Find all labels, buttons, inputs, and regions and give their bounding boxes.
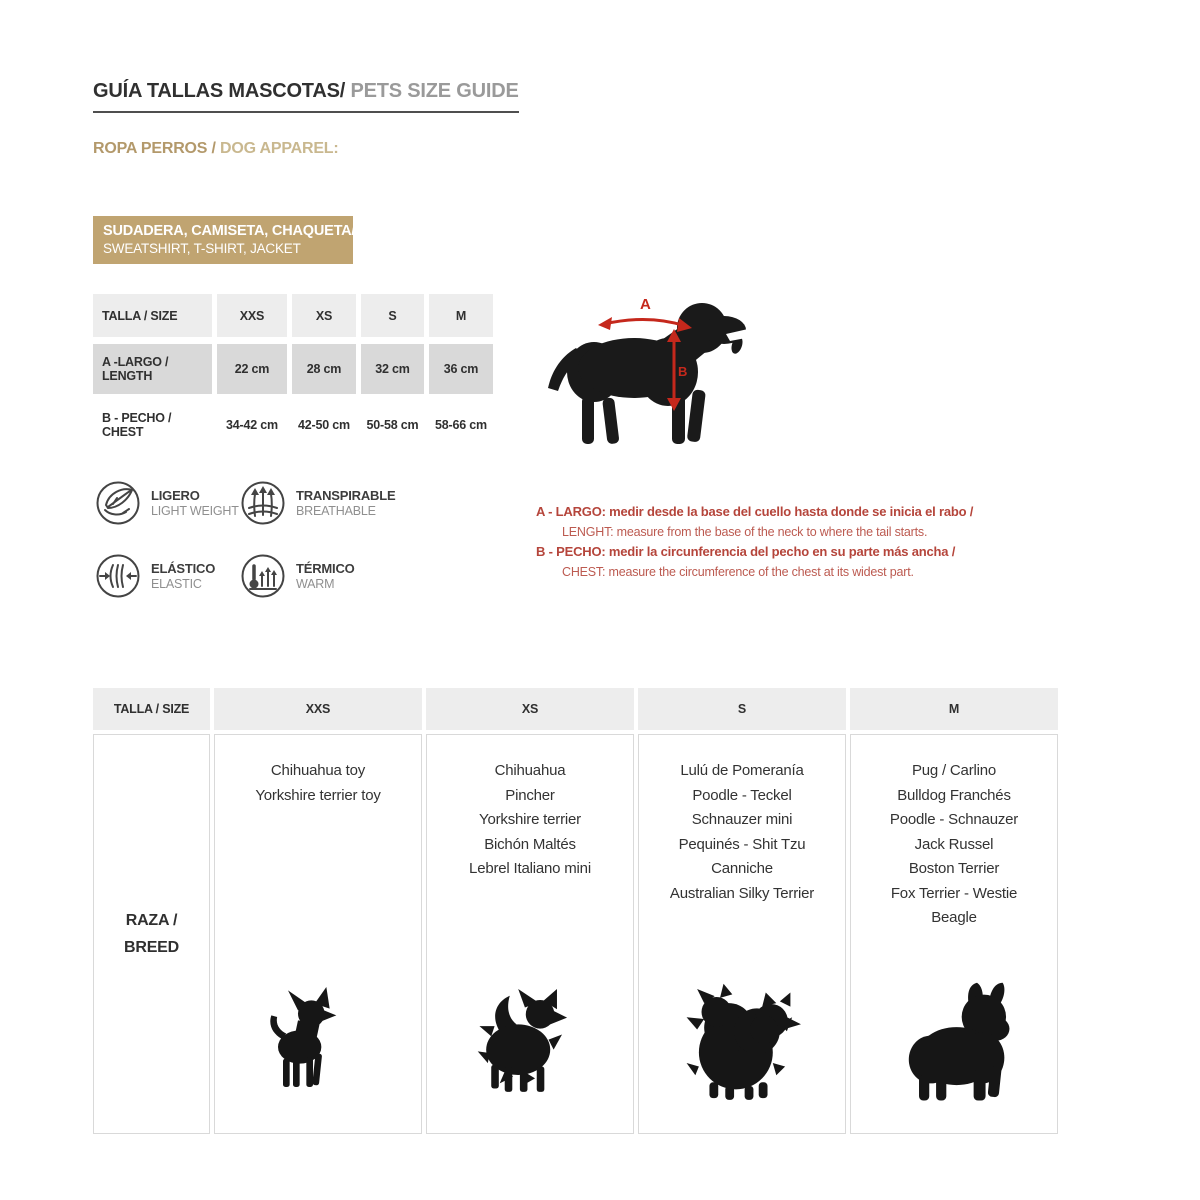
size-table-value: 32 cm <box>361 344 424 394</box>
labrador-silhouette <box>540 284 770 454</box>
feature-name-en: LIGHT WEIGHT <box>151 504 239 518</box>
breed-name: Australian Silky Terrier <box>669 884 815 902</box>
breed-name: Chihuahua <box>494 762 566 779</box>
size-table-value: 22 cm <box>217 344 287 394</box>
breed-name: Lulú de Pomeranía <box>680 762 804 779</box>
size-table-value: 34-42 cm <box>217 401 287 449</box>
breed-table-body <box>93 734 1058 1134</box>
page-title-en: PETS SIZE GUIDE <box>345 80 519 102</box>
breed-header-cell: M <box>850 688 1058 730</box>
thermometer-icon <box>240 553 286 599</box>
long-haired-chihuahua-silhouette <box>471 989 589 1099</box>
subtitle-en: DOG APPAREL: <box>220 140 339 157</box>
arrow-label-b: B <box>678 364 688 379</box>
breed-name: Pincher <box>505 786 555 804</box>
feature-name-es: TRANSPIRABLE <box>296 488 396 503</box>
feather-hand-icon <box>95 480 141 526</box>
breed-cell-m <box>850 734 1058 1134</box>
measuring-notes <box>536 502 1081 582</box>
size-table-header-cell: XXS <box>217 294 287 337</box>
size-table-row-label: B - PECHO / CHEST <box>93 401 212 449</box>
elastic-icon <box>95 553 141 599</box>
breed-row-label-l2: BREED <box>123 939 179 956</box>
breed-row-label-l1: RAZA / <box>125 912 178 929</box>
feature-name-en: WARM <box>296 577 335 591</box>
breed-header-cell: XXS <box>214 688 422 730</box>
feature-thermal <box>240 553 355 599</box>
size-table-value: 50-58 cm <box>361 401 424 449</box>
breed-name: Boston Terrier <box>908 860 1000 877</box>
dog-measurement-illustration <box>540 284 770 456</box>
feature-lightweight <box>95 480 239 526</box>
category-line-es: SUDADERA, CAMISETA, CHAQUETA/ <box>103 223 356 239</box>
pomeranian-silhouette <box>676 982 808 1105</box>
feature-name-es: LIGERO <box>151 488 200 503</box>
category-line-en: SWEATSHIRT, T-SHIRT, JACKET <box>103 241 301 256</box>
breed-name: Bulldog Franchés <box>897 786 1011 804</box>
feature-name-en: ELASTIC <box>151 577 202 591</box>
breed-name: Beagle <box>931 909 977 926</box>
feature-name-en: BREATHABLE <box>296 504 376 518</box>
breed-name: Pug / Carlino <box>911 762 997 779</box>
size-table-value: 42-50 cm <box>292 401 356 449</box>
breed-table-header <box>93 688 1058 730</box>
size-table-value: 36 cm <box>429 344 493 394</box>
breathable-icon <box>240 480 286 526</box>
size-table-value: 28 cm <box>292 344 356 394</box>
french-bulldog-silhouette <box>890 981 1018 1105</box>
page-title-es: GUÍA TALLAS MASCOTAS/ <box>93 80 346 102</box>
breed-name: Yorkshire terrier toy <box>255 786 381 804</box>
breed-name: Poodle - Schnauzer <box>889 811 1019 828</box>
section-subtitle <box>93 140 339 158</box>
size-table-header-cell: TALLA / SIZE <box>93 294 212 337</box>
breed-name: Chihuahua toy <box>270 762 366 779</box>
breed-name: Schnauzer mini <box>691 811 793 828</box>
feature-name-es: ELÁSTICO <box>151 561 216 576</box>
breed-cell-xs <box>426 734 634 1134</box>
note-a-en: LENGHT: measure from the base of the neck to where the tail starts. <box>562 525 928 539</box>
breed-name: Pequinés - Shit Tzu <box>678 835 806 853</box>
size-table-header-cell: S <box>361 294 424 337</box>
breed-name: Canniche <box>711 860 773 877</box>
size-table-value: 58-66 cm <box>429 401 493 449</box>
size-table-header-cell: M <box>429 294 493 337</box>
breed-name: Lebrel Italiano mini <box>469 860 591 877</box>
breed-header-cell: XS <box>426 688 634 730</box>
breed-name: Fox Terrier - Westie <box>890 884 1018 902</box>
breed-row-label <box>93 734 210 1134</box>
breed-header-cell: S <box>638 688 846 730</box>
feature-elastic <box>95 553 215 599</box>
size-table-header-cell: XS <box>292 294 356 337</box>
arrow-label-a: A <box>640 296 651 313</box>
breed-cell-s <box>638 734 846 1134</box>
breed-name: Poodle - Teckel <box>692 786 792 804</box>
note-b-es: B - PECHO: medir la circunferencia del pecho en su parte más ancha / <box>536 544 956 559</box>
breed-header-cell: TALLA / SIZE <box>93 688 210 730</box>
feature-breathable <box>240 480 395 526</box>
size-table <box>93 294 493 449</box>
feature-name-es: TÉRMICO <box>296 561 355 576</box>
note-a-es: A - LARGO: medir desde la base del cuello hasta donde se inicia el rabo / <box>536 504 974 519</box>
size-table-row-label: A -LARGO / LENGTH <box>93 344 212 394</box>
breed-name: Jack Russel <box>914 835 994 853</box>
chihuahua-silhouette <box>268 987 368 1095</box>
note-b-en: CHEST: measure the circumference of the chest at its widest part. <box>562 565 914 579</box>
category-box <box>93 216 356 264</box>
breed-name: Bichón Maltés <box>484 835 576 853</box>
subtitle-es: ROPA PERROS / <box>93 140 220 157</box>
page-title <box>93 80 519 113</box>
breed-name: Yorkshire terrier <box>479 811 581 828</box>
breed-cell-xxs <box>214 734 422 1134</box>
